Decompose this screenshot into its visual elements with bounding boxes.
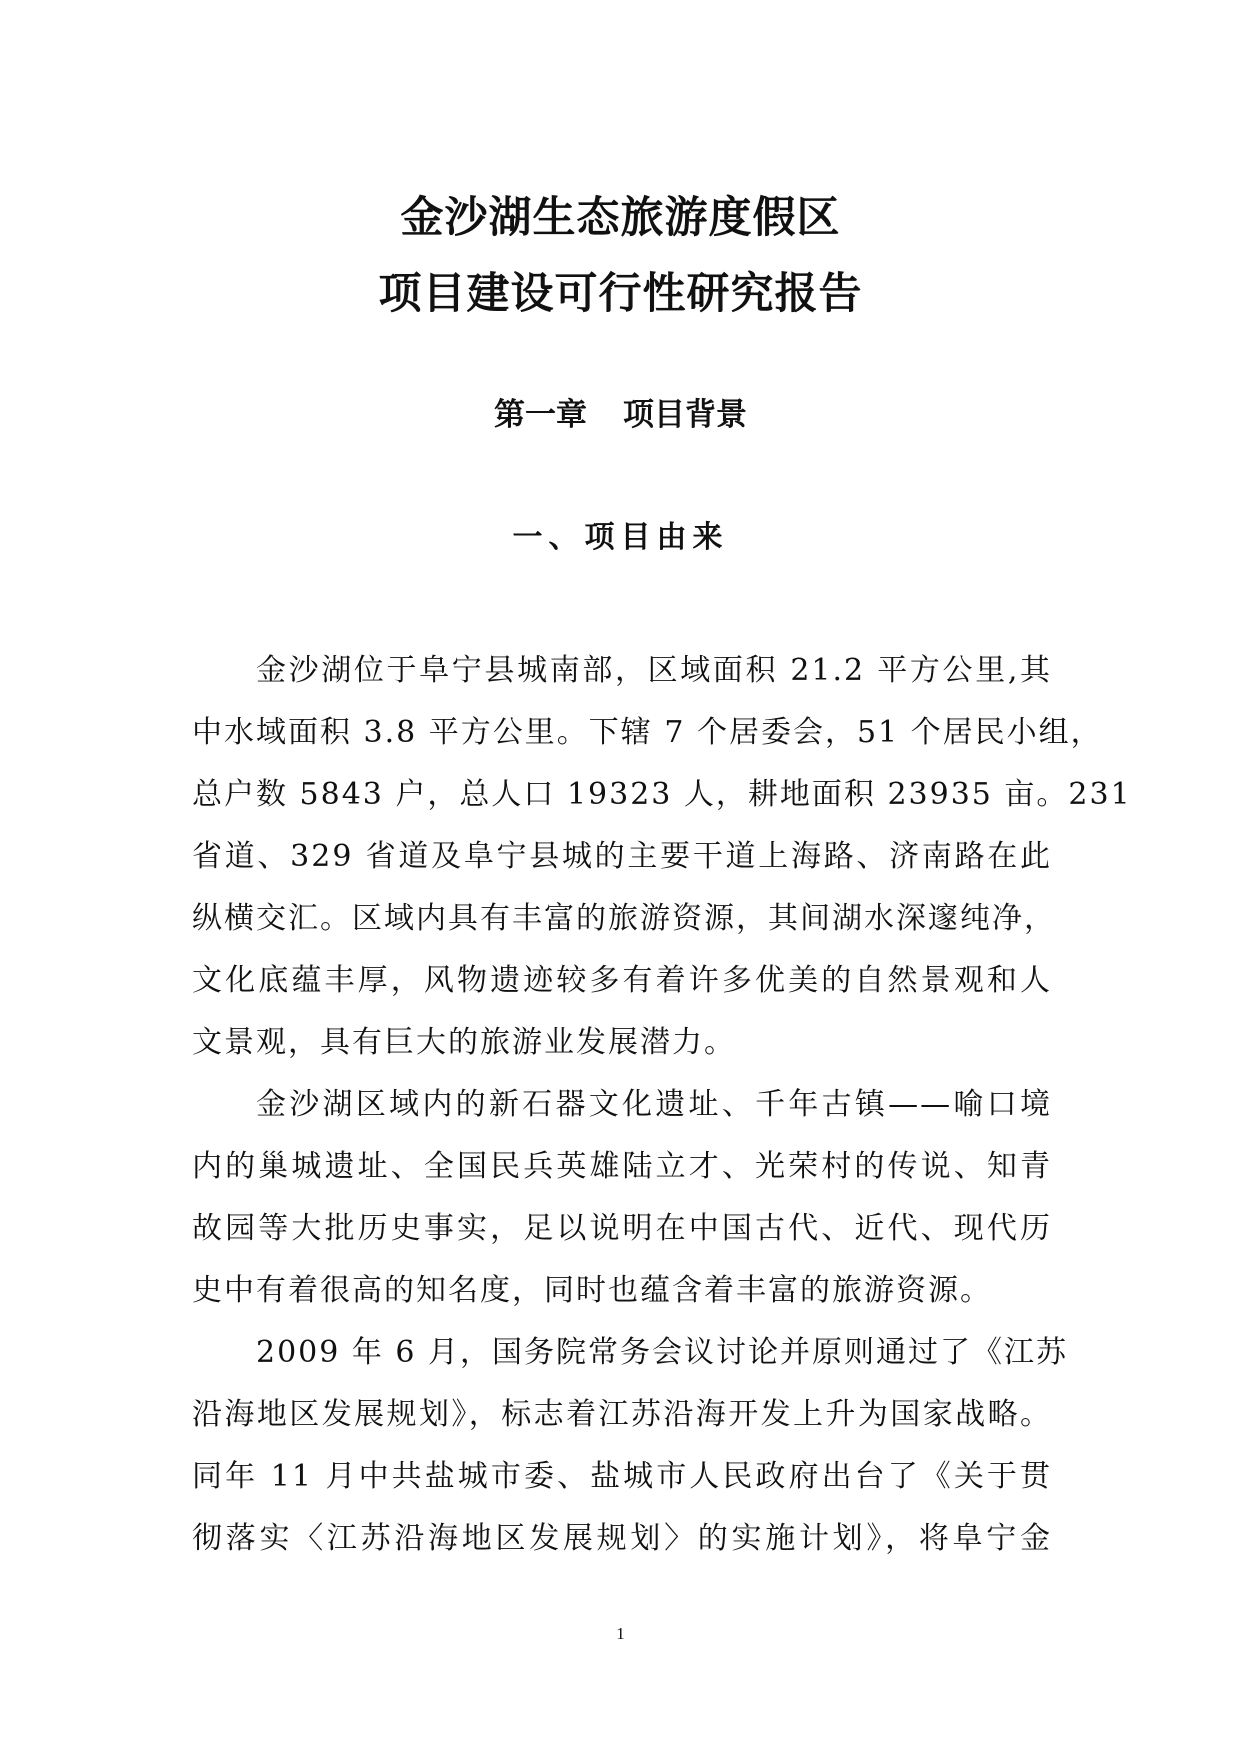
paragraph-line: 同年 11 月中共盐城市委、盐城市人民政府出台了《关于贯 xyxy=(192,1459,1052,1494)
paragraph-line: 省道、329 省道及阜宁县城的主要干道上海路、济南路在此 xyxy=(192,839,1052,874)
paragraph-line: 故园等大批历史事实，足以说明在中国古代、近代、现代历 xyxy=(192,1211,1052,1246)
paragraph-line: 沿海地区发展规划》，标志着江苏沿海开发上升为国家战略。 xyxy=(192,1397,1052,1432)
paragraph-2 xyxy=(192,1074,1052,1322)
chapter-title: 项目背景 xyxy=(623,397,747,433)
paragraph-3 xyxy=(192,1322,1069,1570)
page-number: 1 xyxy=(616,1624,625,1643)
paragraph-1 xyxy=(192,640,1132,1074)
paragraph-line: 纵横交汇。区域内具有丰富的旅游资源，其间湖水深邃纯净， xyxy=(192,901,1056,936)
paragraph-line: 金沙湖区域内的新石器文化遗址、千年古镇——喻口境 xyxy=(256,1087,1052,1122)
chapter-number: 第一章 xyxy=(494,397,587,433)
paragraph-line: 文景观，具有巨大的旅游业发展潜力。 xyxy=(192,1025,736,1060)
paragraph-line: 内的巢城遗址、全国民兵英雄陆立才、光荣村的传说、知青 xyxy=(192,1149,1052,1184)
paragraph-line: 金沙湖位于阜宁县城南部，区域面积 21.2 平方公里,其 xyxy=(256,653,1052,688)
document-title-line-1: 金沙湖生态旅游度假区 xyxy=(400,193,841,243)
paragraph-line: 文化底蕴丰厚，风物遗迹较多有着许多优美的自然景观和人 xyxy=(192,963,1052,998)
paragraph-line: 彻落实〈江苏沿海地区发展规划〉的实施计划》，将阜宁金 xyxy=(192,1521,1052,1556)
paragraph-line: 中水域面积 3.8 平方公里。下辖 7 个居委会，51 个居民小组， xyxy=(192,715,1103,750)
paragraph-line: 2009 年 6 月，国务院常务会议讨论并原则通过了《江苏 xyxy=(256,1335,1069,1370)
document-title-line-2: 项目建设可行性研究报告 xyxy=(378,269,863,319)
section-heading: 一、项目由来 xyxy=(512,520,729,555)
paragraph-line: 总户数 5843 户，总人口 19323 人，耕地面积 23935 亩。231 xyxy=(192,777,1132,812)
body-text xyxy=(192,640,1132,1570)
chapter-heading xyxy=(0,395,1241,435)
paragraph-line: 史中有着很高的知名度，同时也蕴含着丰富的旅游资源。 xyxy=(192,1273,992,1308)
